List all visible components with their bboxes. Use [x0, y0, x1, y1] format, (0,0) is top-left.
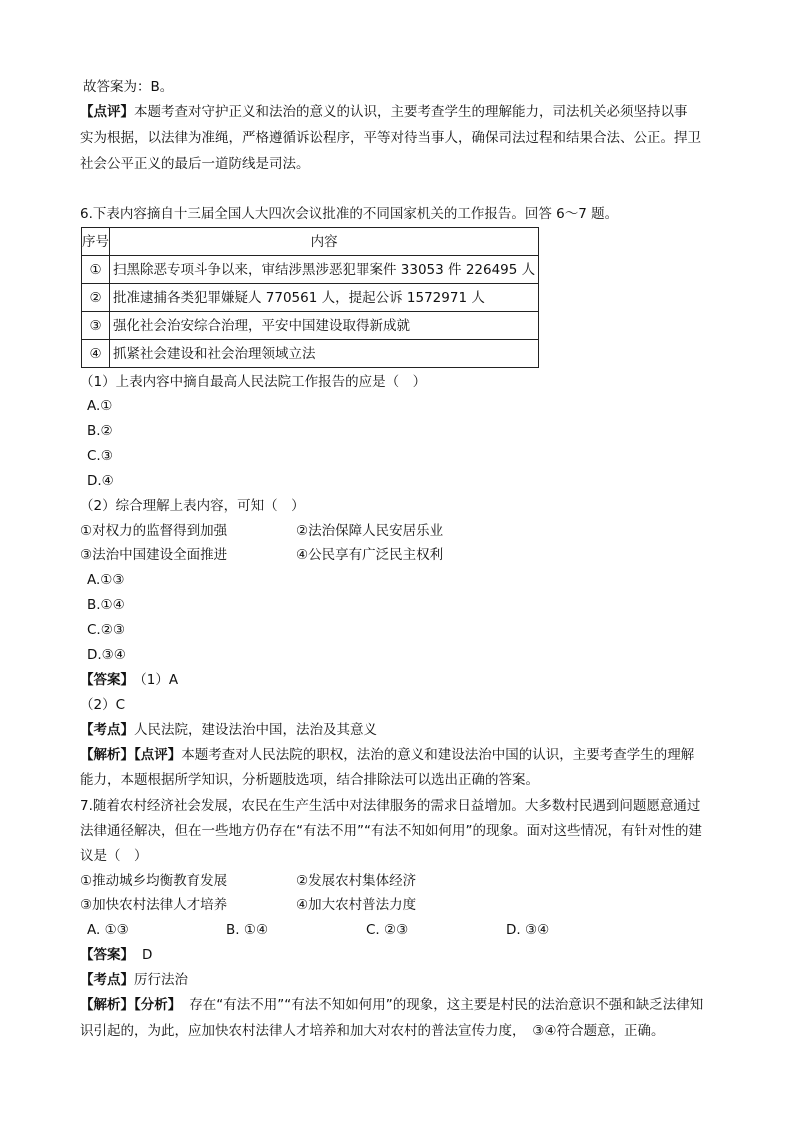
table-header-index: 序号: [82, 228, 110, 256]
table-cell-index: ①: [82, 256, 110, 284]
analysis-tag: 【解析】【分析】: [80, 997, 182, 1013]
table-header-row: [82, 228, 539, 256]
prev-review-line-3: 社会公平正义的最后一道防线是司法。: [80, 156, 310, 172]
review-tag: 【点评】: [80, 104, 134, 120]
answer-tag: 【答案】: [80, 672, 134, 688]
q7-answer-line: [80, 946, 152, 964]
table-cell-content: 批准逮捕各类犯罪嫌疑人 770561 人，提起公诉 1572971 人: [110, 284, 539, 312]
point-tag: 【考点】: [80, 722, 134, 738]
prev-review-line-1: [80, 103, 688, 121]
answer-2: （2）C: [80, 697, 126, 713]
q6-table: [81, 227, 539, 368]
q6-sub2-item-4: ④公民享有广泛民主权利: [296, 547, 444, 563]
q6-stem: 6.下表内容摘自十三届全国人大四次会议批准的不同国家机关的工作报告。回答 6～7 题。: [80, 206, 619, 222]
q7-option-b: B. ①④: [226, 922, 269, 938]
q7-option-c: C. ②③: [366, 922, 409, 938]
q6-sub2-option-c: C.②③: [87, 622, 125, 638]
prev-answer-line: 故答案为：B。: [83, 79, 174, 95]
analysis-text-1: 本题考查对人民法院的职权，法治的意义和建设法治中国的认识，主要考查学生的理解: [181, 747, 695, 763]
q6-sub1: （1）上表内容中摘自最高人民法院工作报告的应是（ ）: [80, 374, 427, 390]
q6-sub1-option-b: B.②: [87, 423, 113, 439]
table-row: [82, 256, 539, 284]
table-row: [82, 284, 539, 312]
answer-text: D: [142, 947, 153, 963]
q6-sub2-item-3: ③法治中国建设全面推进: [80, 547, 228, 563]
q6-sub2: （2）综合理解上表内容，可知（ ）: [80, 498, 305, 514]
table-cell-content: 强化社会治安综合治理，平安中国建设取得新成就: [110, 312, 539, 340]
q6-answer-line: [80, 671, 178, 689]
point-text: 厉行法治: [134, 972, 188, 988]
q7-analysis-line-2: 识引起的，为此，应加快农村法律人才培养和加大对农村的普法宣传力度， ③④符合题意，正确。: [80, 1023, 665, 1039]
table-row: [82, 312, 539, 340]
q6-sub2-option-b: B.①④: [87, 597, 125, 613]
prev-review-line-2: 实为根据，以法律为准绳，严格遵循诉讼程序，平等对待当事人，确保司法过程和结果合法、公正。捍卫: [80, 130, 701, 146]
table-cell-index: ③: [82, 312, 110, 340]
q6-sub1-option-d: D.④: [87, 473, 114, 489]
table-row: [82, 340, 539, 368]
analysis-tag: 【解析】【点评】: [80, 747, 182, 763]
q7-item-3: ③加快农村法律人才培养: [80, 897, 228, 913]
q6-point-line: [80, 721, 377, 739]
q7-stem-line-2: 法律通径解决，但在一些地方仍存在“有法不用”“有法不知如何用”的现象。面对这些情况，有针对性的建: [80, 823, 702, 839]
table-cell-index: ②: [82, 284, 110, 312]
q7-option-a: A. ①③: [87, 922, 129, 938]
point-tag: 【考点】: [80, 972, 134, 988]
q7-option-d: D. ③④: [506, 922, 550, 938]
answer-tag: 【答案】: [80, 947, 134, 963]
q6-analysis-line-1: [80, 746, 694, 764]
table-cell-content: 扫黑除恶专项斗争以来，审结涉黑涉恶犯罪案件 33053 件 226495 人: [110, 256, 539, 284]
q6-sub2-option-d: D.③④: [87, 647, 126, 663]
analysis-text-1: 存在“有法不用”“有法不知如何用”的现象，这主要是村民的法治意识不强和缺乏法律知: [189, 997, 704, 1013]
q6-sub1-option-c: C.③: [87, 448, 113, 464]
q7-point-line: [80, 971, 188, 989]
q7-item-2: ②发展农村集体经济: [296, 873, 417, 889]
q6-sub2-item-1: ①对权力的监督得到加强: [80, 523, 228, 539]
point-text: 人民法院，建设法治中国，法治及其意义: [134, 722, 377, 738]
q6-analysis-line-2: 能力，本题根据所学知识，分析题肢选项，结合排除法可以选出正确的答案。: [80, 772, 539, 788]
table-header-content: 内容: [110, 228, 539, 256]
review-text-1: 本题考查对守护正义和法治的意义的认识，主要考查学生的理解能力，司法机关必须坚持以事: [134, 104, 688, 120]
answer-1: （1）A: [140, 672, 179, 688]
q7-analysis-line-1: [80, 996, 703, 1014]
q6-sub1-option-a: A.①: [87, 398, 113, 414]
q7-item-4: ④加大农村普法力度: [296, 897, 417, 913]
q7-stem-line-1: 7.随着农村经济社会发展，农民在生产生活中对法律服务的需求日益增加。大多数村民遇到问题愿意通过: [80, 798, 701, 814]
q7-stem-line-3: 议是（ ）: [80, 848, 148, 864]
table-cell-content: 抓紧社会建设和社会治理领域立法: [110, 340, 539, 368]
q7-item-1: ①推动城乡均衡教育发展: [80, 873, 228, 889]
q6-sub2-option-a: A.①③: [87, 572, 125, 588]
table-cell-index: ④: [82, 340, 110, 368]
q6-sub2-item-2: ②法治保障人民安居乐业: [296, 523, 444, 539]
